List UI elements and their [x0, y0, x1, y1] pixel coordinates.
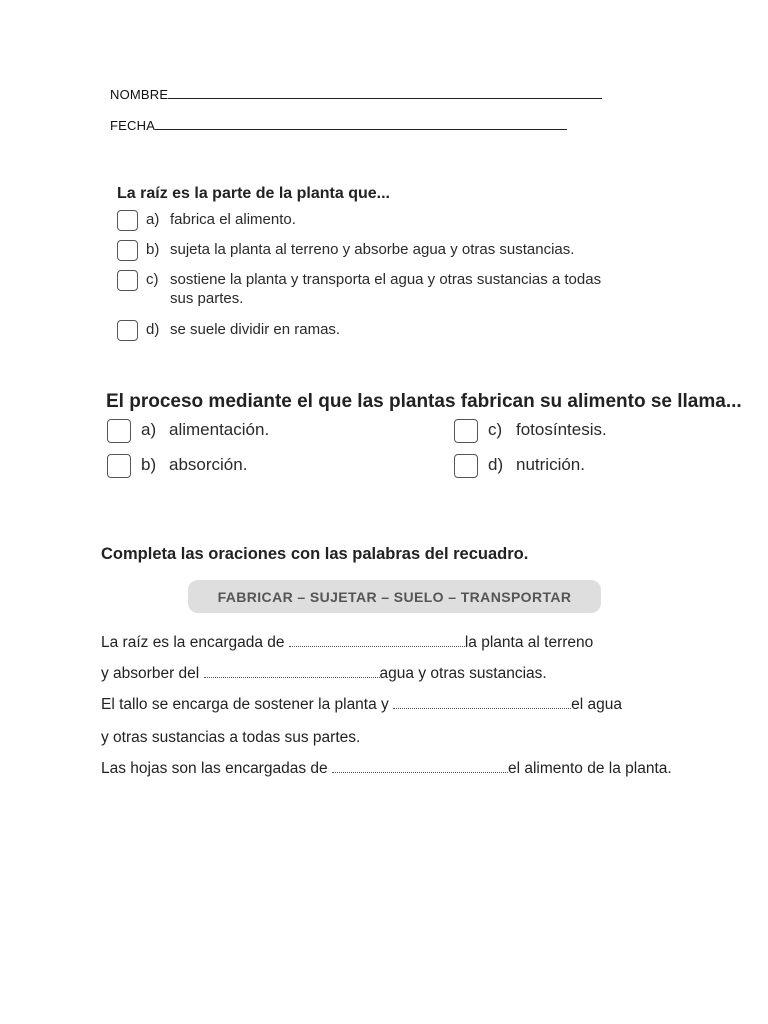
date-label: FECHA: [110, 118, 156, 133]
sentence-text: El tallo se encarga de sostener la planta y: [101, 696, 389, 713]
sentence-2: [101, 665, 547, 683]
checkbox[interactable]: [454, 454, 478, 478]
q2-option-b[interactable]: [107, 454, 247, 478]
sentence-5: [101, 760, 672, 778]
q2-option-a[interactable]: [107, 419, 269, 443]
checkbox[interactable]: [117, 210, 138, 231]
checkbox[interactable]: [117, 320, 138, 341]
date-row: [110, 118, 567, 133]
option-letter: c): [488, 420, 503, 439]
option-text: fotosíntesis.: [516, 420, 607, 439]
sentence-3: [101, 696, 622, 714]
name-field[interactable]: [168, 87, 602, 99]
option-letter: d): [146, 321, 160, 338]
option-text: alimentación.: [169, 420, 270, 439]
option-letter: c): [146, 271, 159, 288]
option-letter: b): [146, 241, 160, 258]
sentence-4: [101, 729, 360, 747]
sentence-text: y absorber del: [101, 665, 200, 682]
word-box: [188, 580, 601, 613]
q1-option-d[interactable]: [117, 320, 340, 341]
word-box-text: FABRICAR – SUJETAR – SUELO – TRANSPORTAR: [217, 588, 572, 605]
checkbox[interactable]: [107, 419, 131, 443]
question2-title: El proceso mediante el que las plantas fabrican su alimento se llama...: [106, 391, 742, 412]
fill-blank[interactable]: [204, 665, 380, 678]
q1-option-c[interactable]: [117, 270, 601, 308]
option-text: sostiene la planta y transporta el agua y otras sustancias a todas: [170, 271, 602, 288]
option-text: nutrición.: [516, 455, 585, 474]
q2-option-d[interactable]: [454, 454, 585, 478]
option-text: absorción.: [169, 455, 248, 474]
option-letter: d): [488, 455, 504, 474]
option-letter: b): [141, 455, 157, 474]
sentence-text: la planta al terreno: [464, 634, 594, 651]
checkbox[interactable]: [107, 454, 131, 478]
checkbox[interactable]: [117, 240, 138, 261]
checkbox[interactable]: [117, 270, 138, 291]
q2-option-c[interactable]: [454, 419, 607, 443]
sentence-text: agua y otras sustancias.: [379, 665, 547, 682]
sentence-text: el alimento de la planta.: [507, 760, 672, 777]
q1-option-a[interactable]: [117, 210, 296, 231]
option-letter: a): [146, 211, 160, 228]
sentence-text: Las hojas son las encargadas de: [101, 760, 328, 777]
sentence-1: [101, 634, 593, 652]
option-text: se suele dividir en ramas.: [170, 321, 341, 338]
q1-option-b[interactable]: [117, 240, 574, 261]
option-text-continued: sus partes.: [170, 290, 244, 307]
fill-blank[interactable]: [289, 634, 465, 647]
name-row: [110, 87, 602, 102]
question3-title: Completa las oraciones con las palabras del recuadro.: [101, 545, 529, 563]
fill-blank[interactable]: [332, 760, 508, 773]
sentence-text: La raíz es la encargada de: [101, 634, 285, 651]
option-text: sujeta la planta al terreno y absorbe agua y otras sustancias.: [170, 241, 575, 258]
option-text: fabrica el alimento.: [170, 211, 296, 228]
sentence-text: el agua: [571, 696, 622, 713]
option-letter: a): [141, 420, 157, 439]
question1-title: La raíz es la parte de la planta que...: [117, 185, 390, 202]
fill-blank[interactable]: [393, 696, 571, 709]
sentence-text: y otras sustancias a todas sus partes.: [101, 729, 361, 746]
date-field[interactable]: [155, 118, 567, 130]
checkbox[interactable]: [454, 419, 478, 443]
name-label: NOMBRE: [110, 87, 169, 102]
